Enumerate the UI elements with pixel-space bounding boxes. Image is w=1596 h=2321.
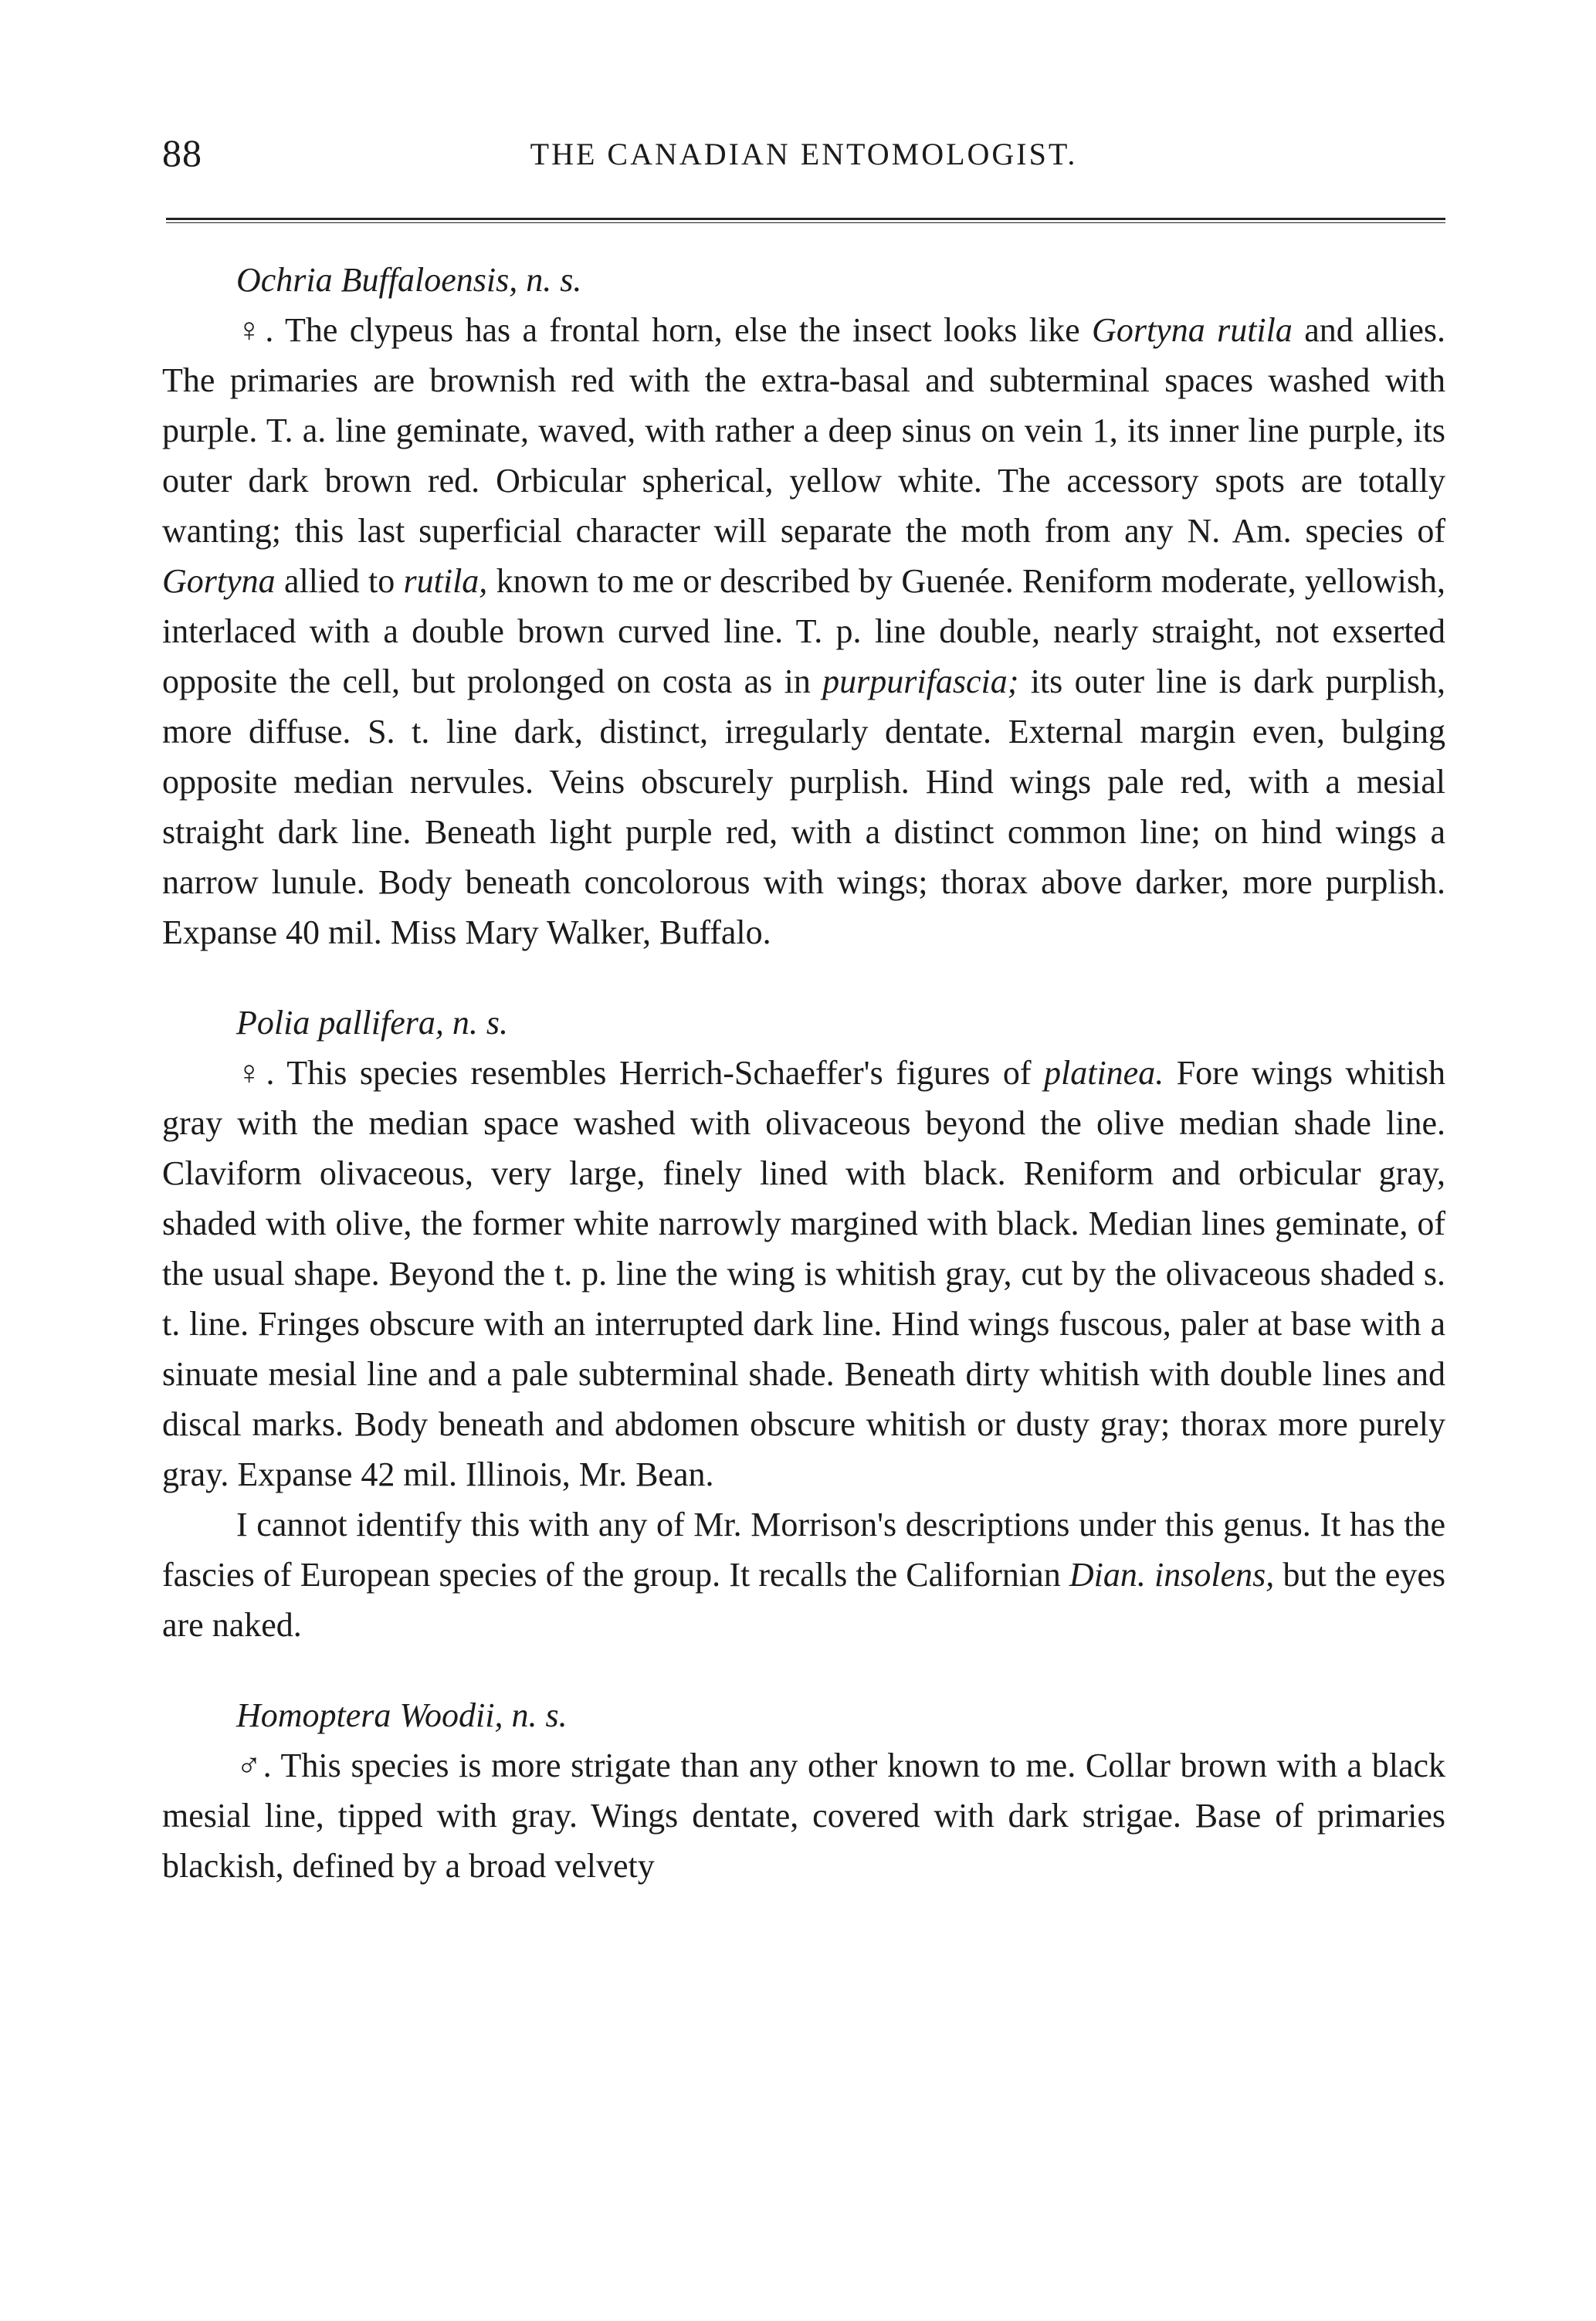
genus-name: Homoptera bbox=[236, 1696, 391, 1734]
text-run: This species resembles Herrich-Schaeffer's figures of bbox=[274, 1054, 1044, 1092]
italic-term: Dian. insolens, bbox=[1069, 1556, 1275, 1594]
sex-symbol: ♀. bbox=[236, 311, 274, 349]
italic-term: Gortyna rutila bbox=[1092, 311, 1293, 349]
new-species-marker: n. s. bbox=[511, 1696, 568, 1734]
text-run: but the eyes are naked. bbox=[162, 1556, 1445, 1644]
text-run: its outer line is dark purplish, more diffuse. S. t. line dark, distinct, irregularly dentate. External margin even, bulging opposite median nervules. Veins obscurely purplish. Hind wings pale red, with a mesial straight dark line. Beneath light purple red, with a distinct common line; on hind wings a narrow lunule. Body beneath concolorous with wings; thorax above darker, more purplish. Expanse 40 mil. Miss Mary Walker, Buffalo. bbox=[162, 662, 1445, 951]
text-run: The clypeus has a frontal horn, else the insect looks like bbox=[273, 311, 1093, 349]
species-description bbox=[162, 305, 1445, 957]
page-number: 88 bbox=[162, 131, 202, 174]
species-heading bbox=[162, 1690, 1445, 1740]
species-description bbox=[162, 1740, 1445, 1891]
italic-term: rutila, bbox=[403, 562, 488, 600]
italic-term: purpurifascia; bbox=[822, 662, 1019, 700]
species-heading bbox=[162, 255, 1445, 305]
page-header bbox=[162, 130, 1445, 176]
author-note bbox=[162, 1499, 1445, 1650]
text-run: and allies. The primaries are brownish red with the extra-basal and subterminal spaces washed with purple. T. a. line geminate, waved, with rather a deep sinus on vein 1, its inner line purple, its outer dark brown red. Orbicular spherical, yellow white. The accessory spots are totally wanting; this last superficial character will separate the moth from any N. Am. species of bbox=[162, 311, 1445, 550]
genus-name: Ochria bbox=[236, 261, 333, 299]
text-run: known to me or described by Guenée. Reniform moderate, yellowish, interlaced with a double brown curved line. T. p. line double, nearly straight, not exserted opposite the cell, but prolonged on costa as in bbox=[162, 562, 1445, 700]
running-title: THE CANADIAN ENTOMOLOGIST. bbox=[530, 137, 1078, 171]
species-description bbox=[162, 1048, 1445, 1499]
species-heading bbox=[162, 998, 1445, 1048]
species-name: Buffaloensis, bbox=[341, 261, 518, 299]
genus-name: Polia bbox=[236, 1004, 310, 1042]
italic-term: Gortyna bbox=[162, 562, 276, 600]
species-name: pallifera, bbox=[318, 1004, 444, 1042]
italic-term: platinea. bbox=[1044, 1054, 1164, 1092]
species-name: Woodii, bbox=[399, 1696, 503, 1734]
text-run: allied to bbox=[275, 562, 404, 600]
sex-symbol: ♀. bbox=[236, 1054, 275, 1092]
header-rule bbox=[166, 218, 1445, 223]
text-run: This species is more strigate than any other known to me. Collar brown with a black mesial line, tipped with gray. Wings dentate, covered with dark strigae. Base of primaries blackish, defined by a broad velvety bbox=[162, 1747, 1445, 1885]
sex-symbol: ♂. bbox=[236, 1747, 272, 1784]
article-body bbox=[162, 255, 1445, 1891]
text-run: Fore wings whitish gray with the median space washed with olivaceous beyond the olive median shade line. Claviform olivaceous, very large, finely lined with black. Reniform and orbicular gray, shaded with olive, the former white narrowly margined with black. Median lines geminate, of the usual shape. Beyond the t. p. line the wing is whitish gray, cut by the olivaceous shaded s. t. line. Fringes obscure with an interrupted dark line. Hind wings fuscous, paler at base with a sinuate mesial line and a pale subterminal shade. Beneath dirty whitish with double lines and discal marks. Body beneath and abdomen obscure whitish or dusty gray; thorax more purely gray. Expanse 42 mil. Illinois, Mr. Bean. bbox=[162, 1054, 1446, 1493]
new-species-marker: n. s. bbox=[526, 261, 582, 299]
text-run: I cannot identify this with any of Mr. Morrison's descriptions under this genus. It has the fascies of European species of the group. It recalls the Californian bbox=[162, 1506, 1445, 1594]
new-species-marker: n. s. bbox=[452, 1004, 509, 1042]
